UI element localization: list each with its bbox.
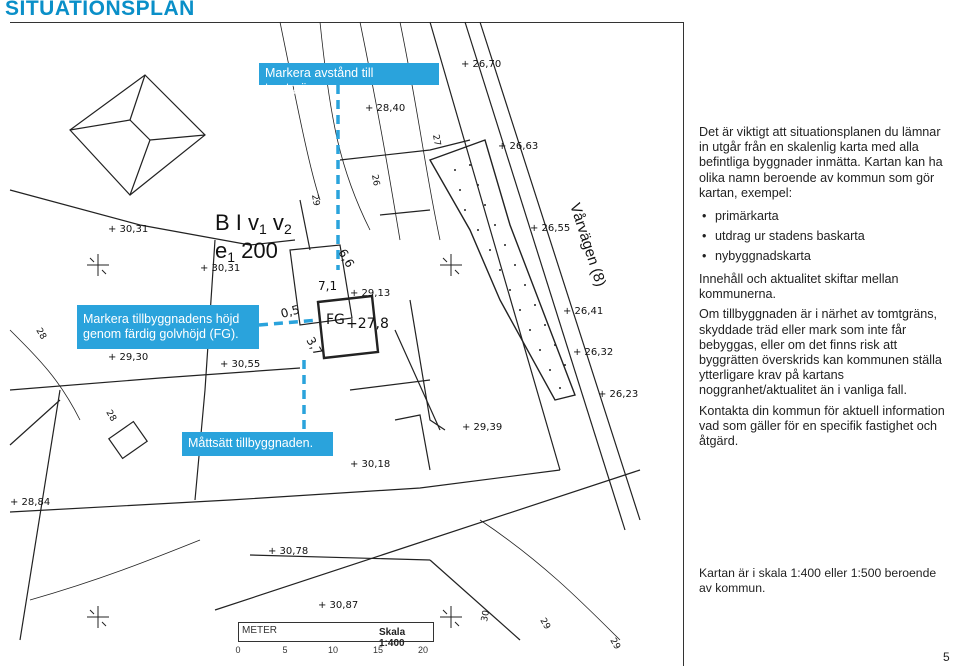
elevation: + 29,13 (350, 288, 391, 299)
elevation: + 26,63 (498, 141, 539, 152)
zone-code-line1: B I v1 v2 (215, 210, 292, 237)
roof-ridge (70, 120, 130, 130)
sidebar-text (699, 125, 947, 454)
elevation: + 26,32 (573, 347, 614, 358)
roof-ridge (130, 75, 145, 120)
page-title: SITUATIONSPLAN (5, 0, 195, 20)
callout-distance: Markera avstånd till tomtgräns. (259, 63, 439, 85)
elevation: + 26,41 (563, 306, 604, 317)
property-line (395, 415, 430, 470)
property-line (380, 210, 430, 215)
contour-line (10, 330, 80, 420)
property-line (430, 560, 520, 640)
contour-label: 28 (33, 326, 48, 342)
scale-tick: 10 (327, 645, 339, 655)
dim-0-5: 0,5 (279, 302, 302, 321)
page-number: 5 (943, 650, 950, 664)
elevation: + 28,40 (365, 103, 406, 114)
list-item: • primärkarta (699, 206, 947, 226)
elevation: + 30,87 (318, 600, 359, 611)
callout-floor-height: Markera tillbyggnadens höjd genom färdig golvhöjd (FG). (77, 305, 259, 349)
street-name: Vårvägen (8) (566, 200, 610, 289)
scale-note: Kartan är i skala 1:400 eller 1:500 beroende av kommun. (699, 566, 937, 595)
property-line (215, 470, 640, 610)
contour-line (320, 22, 370, 230)
map-type-list (699, 206, 947, 266)
property-line (20, 390, 60, 640)
contour-label: 27 (430, 133, 442, 147)
paragraph-contact: Kontakta din kommun för aktuell information vad som gäller för en specifik fastighet och åtgärd. (699, 403, 945, 449)
zone-code-line2: e1 200 (215, 238, 278, 265)
dim-6-6: 6,6 (335, 246, 358, 271)
scale-tick: 15 (372, 645, 384, 655)
road-edge (480, 22, 640, 520)
scale-bar (235, 622, 438, 662)
callout-dimension: Måttsätt tillbyggnaden. (182, 432, 333, 456)
contour-label: 29 (309, 193, 321, 207)
elevation: + 28,84 (10, 497, 51, 508)
elevation: + 26,70 (461, 59, 502, 70)
contour-line (400, 22, 440, 240)
grid-cross (440, 254, 462, 276)
list-item: • utdrag ur stadens baskarta (699, 226, 947, 246)
property-line (410, 300, 445, 430)
fg-value: +27,8 (346, 316, 389, 332)
contour-label: 30 (480, 609, 492, 623)
contour-label: 29 (607, 636, 622, 652)
property-line (10, 470, 560, 512)
scale-label: Skala 1:400 (379, 627, 406, 649)
elevation: + 30,55 (220, 359, 261, 370)
roof-ridge (130, 120, 150, 140)
contour-line (30, 540, 200, 600)
property-line (10, 368, 300, 390)
scale-unit: METER (242, 625, 277, 636)
elevation: + 30,78 (268, 546, 309, 557)
scale-box (238, 622, 434, 649)
grid-cross (87, 254, 109, 276)
fg-label: FG (326, 312, 345, 328)
contour-label: 26 (369, 173, 381, 187)
elevation: + 29,30 (108, 352, 149, 363)
paragraph-variation: Innehåll och aktualitet skiftar mellan kommunerna. (699, 272, 899, 302)
elevation: + 26,55 (530, 223, 571, 234)
shed (109, 422, 147, 459)
contour-label: 28 (103, 408, 118, 424)
dim-7-1: 7,1 (318, 279, 338, 293)
intro-paragraph: Det är viktigt att situationsplanen du lämnar in utgår från en skalenlig karta med alla befintliga byggnader inmätta. Kartan kan ha olika namn beroende av kommun som gör kartan, exempel: (699, 125, 943, 200)
scale-tick: 0 (235, 645, 241, 655)
paragraph-requirements: Om tillbyggnaden är i närhet av tomtgräns, skyddade träd eller mark som inte får bebyggas, eller om det finns risk att byggrätten överskrids kan kommunen ställa ytterligare krav på kartans noggranhet/aktualitet än i vanliga fall. (699, 307, 942, 398)
contour-label: 29 (537, 616, 552, 632)
elevation: + 30,31 (108, 224, 149, 235)
elevation: + 26,23 (598, 389, 639, 400)
elevation: + 29,39 (462, 422, 503, 433)
hatched-dots (454, 164, 566, 389)
contour-line (280, 22, 320, 200)
scale-tick: 20 (417, 645, 429, 655)
grid-cross (440, 606, 462, 628)
elevation: + 30,18 (350, 459, 391, 470)
dim-3-7: 3,7 (303, 334, 326, 359)
grid-cross (87, 606, 109, 628)
roof-ridge (150, 135, 205, 140)
contour-line (360, 22, 400, 240)
road-edge (430, 22, 560, 470)
property-line (195, 240, 215, 500)
list-item: • nybyggnadskarta (699, 246, 947, 266)
property-line (340, 140, 470, 160)
elevation: + 30,31 (200, 263, 241, 274)
scale-ticks (235, 645, 434, 659)
house-roof (70, 75, 205, 195)
scale-tick: 5 (282, 645, 288, 655)
